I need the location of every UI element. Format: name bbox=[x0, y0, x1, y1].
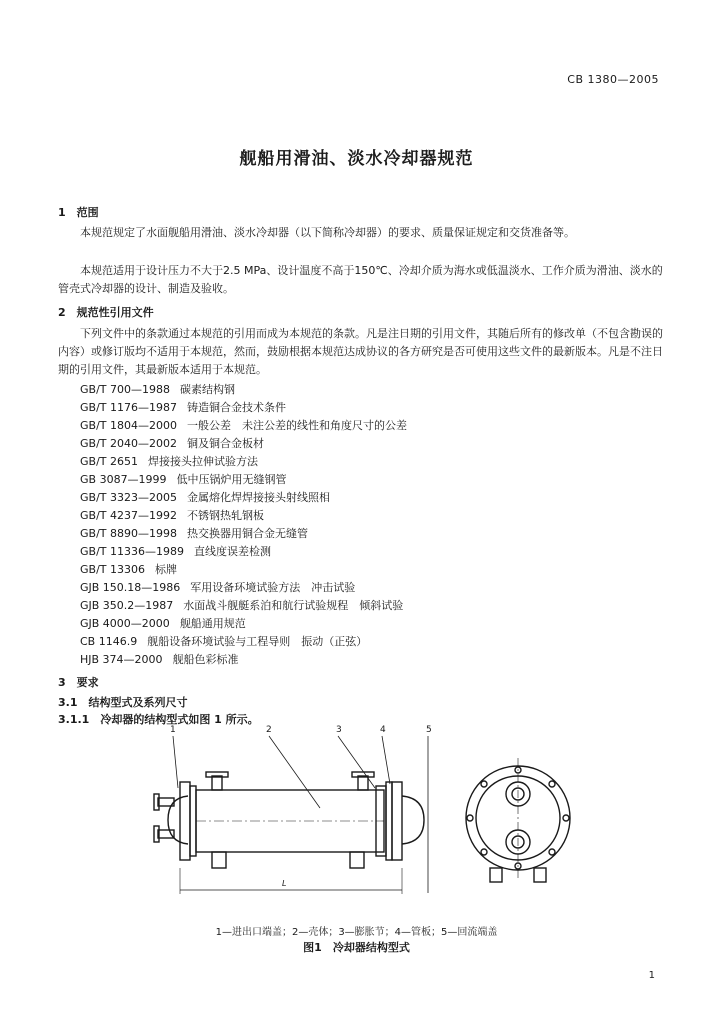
support-right bbox=[350, 852, 364, 868]
reference-item bbox=[80, 597, 403, 613]
bolt-hole bbox=[549, 849, 555, 855]
figure-title: 图1 冷却器结构型式 bbox=[303, 941, 410, 954]
reference-code: GJB 150.18—1986 bbox=[80, 581, 181, 594]
reference-name: 不锈钢热轧钢板 bbox=[186, 509, 264, 522]
callout-2: 2 bbox=[266, 725, 272, 735]
reference-item bbox=[80, 417, 407, 433]
callout-1: 1 bbox=[170, 725, 176, 735]
reference-item bbox=[80, 507, 264, 523]
reference-item bbox=[80, 525, 308, 541]
page-number: 1 bbox=[648, 970, 655, 981]
reference-code: GB/T 2651 bbox=[80, 455, 138, 468]
reference-item bbox=[80, 435, 264, 451]
leader-line bbox=[269, 736, 320, 808]
section-1-paragraph-2: 本规范适用于设计压力不大于2.5 MPa、设计温度不高于150℃、冷却介质为海水或低温淡水、工作介质为滑油、淡水的管壳式冷却器的设计、制造及验收。 bbox=[58, 264, 663, 295]
reference-name: 舰船色彩标准 bbox=[172, 653, 239, 666]
shell-nozzle-top-left bbox=[212, 776, 222, 790]
left-tube-plate bbox=[190, 786, 196, 856]
reference-code: GB/T 8890—1998 bbox=[80, 527, 177, 540]
reference-code: GB/T 700—1988 bbox=[80, 383, 170, 396]
reference-item bbox=[80, 543, 271, 559]
reference-code: GB/T 11336—1989 bbox=[80, 545, 184, 558]
reference-code: GB/T 4237—1992 bbox=[80, 509, 177, 522]
bolt-hole bbox=[481, 781, 487, 787]
bolt-hole bbox=[549, 781, 555, 787]
inlet-end-cover bbox=[168, 796, 188, 844]
reference-item bbox=[80, 579, 355, 595]
section-1-heading: 1 范围 bbox=[58, 206, 99, 219]
section-1-paragraph-1: 本规范规定了水面舰船用滑油、淡水冷却器（以下简称冷却器）的要求、质量保证规定和交货准备等。 bbox=[80, 226, 575, 239]
reference-item bbox=[80, 615, 246, 631]
figure-caption: 1—进出口端盖；2—壳体；3—膨胀节；4—管板；5—回流端盖 bbox=[215, 927, 498, 938]
reference-name: 舰船通用规范 bbox=[179, 617, 246, 630]
reference-code: CB 1146.9 bbox=[80, 635, 138, 648]
reference-code: GB/T 2040—2002 bbox=[80, 437, 177, 450]
callout-4: 4 bbox=[380, 725, 386, 735]
callout-3: 3 bbox=[336, 725, 342, 735]
reference-code: GB/T 1804—2000 bbox=[80, 419, 177, 432]
reference-code: GJB 350.2—1987 bbox=[80, 599, 174, 612]
reference-code: HJB 374—2000 bbox=[80, 653, 163, 666]
reference-code: GB 3087—1999 bbox=[80, 473, 167, 486]
leader-line bbox=[382, 736, 390, 784]
reference-code: GB/T 1176—1987 bbox=[80, 401, 177, 414]
left-flange bbox=[180, 782, 190, 860]
right-flange bbox=[392, 782, 402, 860]
reference-item bbox=[80, 633, 367, 649]
reference-name: 一般公差 未注公差的线性和角度尺寸的公差 bbox=[186, 419, 407, 432]
reference-code: GB/T 3323—2005 bbox=[80, 491, 177, 504]
section-2-heading: 2 规范性引用文件 bbox=[58, 306, 154, 319]
end-view-support-left bbox=[490, 868, 502, 882]
reference-name: 标牌 bbox=[155, 563, 177, 576]
reference-name: 铸造铜合金技术条件 bbox=[186, 401, 286, 414]
reference-name: 低中压锅炉用无缝钢管 bbox=[176, 473, 287, 486]
section-3-1-1-text: 3.1.1 冷却器的结构型式如图 1 所示。 bbox=[58, 713, 259, 726]
reference-item bbox=[80, 651, 239, 667]
reference-name: 焊接接头拉伸试验方法 bbox=[148, 455, 258, 468]
end-view-support-right bbox=[534, 868, 546, 882]
reference-item bbox=[80, 381, 235, 397]
bolt-hole bbox=[563, 815, 569, 821]
support-left bbox=[212, 852, 226, 868]
dimension-label: L bbox=[282, 879, 287, 888]
standard-number: CB 1380—2005 bbox=[567, 73, 659, 86]
reference-name: 碳素结构钢 bbox=[179, 383, 235, 396]
return-end-cover bbox=[402, 796, 424, 844]
reference-name: 铜及铜合金板材 bbox=[186, 437, 264, 450]
shell-nozzle-top-right bbox=[358, 776, 368, 790]
reference-code: GB/T 13306 bbox=[80, 563, 145, 576]
section-3-heading: 3 要求 bbox=[58, 676, 99, 689]
leader-line bbox=[338, 736, 375, 788]
reference-name: 水面战斗舰艇系泊和航行试验规程 倾斜试验 bbox=[183, 599, 404, 612]
document-title: 舰船用滑油、淡水冷却器规范 bbox=[239, 149, 474, 169]
reference-item bbox=[80, 561, 177, 577]
reference-name: 舰船设备环境试验与工程导则 振动（正弦） bbox=[147, 635, 368, 648]
callout-5: 5 bbox=[426, 725, 432, 735]
cooler-structure-figure bbox=[140, 718, 580, 918]
leader-line bbox=[173, 736, 178, 788]
reference-name: 热交换器用铜合金无缝管 bbox=[186, 527, 308, 540]
reference-code: GJB 4000—2000 bbox=[80, 617, 170, 630]
reference-item bbox=[80, 471, 287, 487]
reference-item bbox=[80, 453, 258, 469]
reference-name: 金属熔化焊焊接接头射线照相 bbox=[186, 491, 330, 504]
reference-name: 军用设备环境试验方法 冲击试验 bbox=[190, 581, 356, 594]
section-2-paragraph: 下列文件中的条款通过本规范的引用而成为本规范的条款。凡是注日期的引用文件，其随后所有的修改单（不包含勘误的内容）或修订版均不适用于本规范，然而，鼓励根据本规范达成协议的各方研究是否可使用这些文件的最新版本。凡是不注日期的引用文件，其最新版本适用于本规范。 bbox=[58, 327, 663, 376]
section-3-1-heading: 3.1 结构型式及系列尺寸 bbox=[58, 696, 188, 709]
reference-item bbox=[80, 489, 330, 505]
reference-name: 直线度误差检测 bbox=[193, 545, 271, 558]
reference-item bbox=[80, 399, 286, 415]
bolt-hole bbox=[467, 815, 473, 821]
right-tube-plate bbox=[386, 782, 392, 860]
bolt-hole bbox=[481, 849, 487, 855]
